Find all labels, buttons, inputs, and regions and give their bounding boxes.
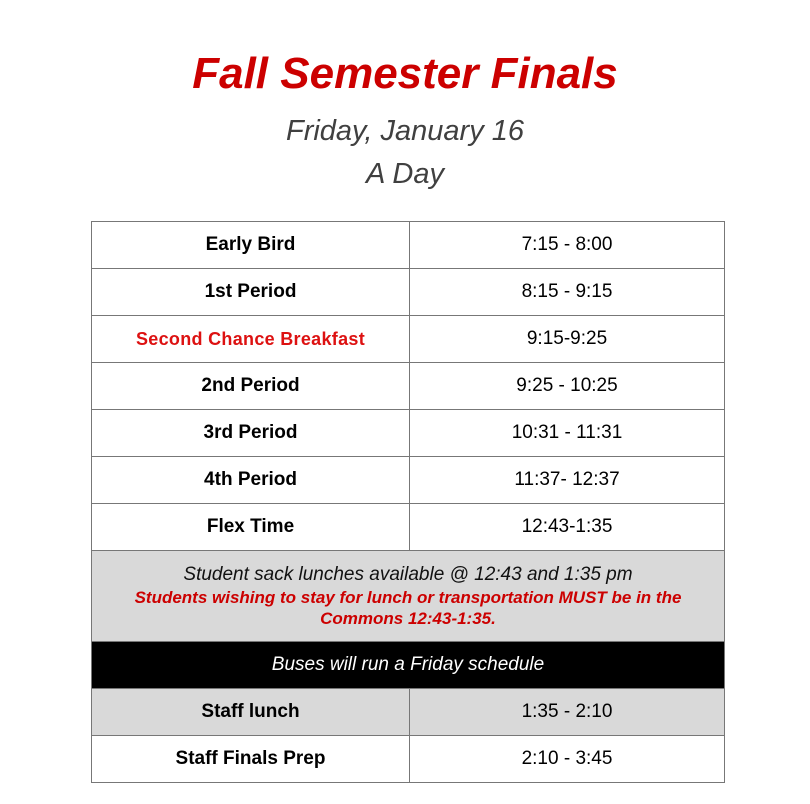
period-name: 4th Period [92, 457, 410, 504]
period-time: 9:15-9:25 [410, 316, 725, 363]
period-time: 12:43-1:35 [410, 504, 725, 551]
schedule-day-type: A Day [366, 158, 444, 190]
period-time: 9:25 - 10:25 [410, 363, 725, 410]
table-row [92, 504, 725, 551]
table-row [92, 269, 725, 316]
period-name: 1st Period [92, 269, 410, 316]
schedule-date: Friday, January 16 [285, 115, 525, 147]
table-row [92, 736, 725, 783]
table-row [92, 316, 725, 363]
period-name: Early Bird [92, 222, 410, 269]
bus-schedule-row [92, 642, 725, 689]
period-name: 3rd Period [92, 410, 410, 457]
period-name: Flex Time [92, 504, 410, 551]
schedule-table [91, 221, 725, 783]
bus-schedule-note: Buses will run a Friday schedule [92, 642, 725, 689]
page-title: Fall Semester Finals [192, 49, 618, 98]
table-row [92, 363, 725, 410]
table-row [92, 410, 725, 457]
period-time: 10:31 - 11:31 [410, 410, 725, 457]
period-name: 2nd Period [92, 363, 410, 410]
period-time: 8:15 - 9:15 [410, 269, 725, 316]
lunch-note-cell [92, 551, 725, 642]
staff-item-name: Staff Finals Prep [92, 736, 410, 783]
period-name-highlighted: Second Chance Breakfast [92, 316, 410, 363]
staff-item-time: 2:10 - 3:45 [410, 736, 725, 783]
lunch-note: Student sack lunches available @ 12:43 and 1:35 pm [183, 564, 633, 585]
staff-item-time: 1:35 - 2:10 [410, 689, 725, 736]
lunch-note-row [92, 551, 725, 642]
lunch-warning: Students wishing to stay for lunch or transportation MUST be in the Commons 12:43-1:35. [134, 588, 682, 628]
period-time: 11:37- 12:37 [410, 457, 725, 504]
table-row [92, 689, 725, 736]
period-time: 7:15 - 8:00 [410, 222, 725, 269]
table-row [92, 222, 725, 269]
table-row [92, 457, 725, 504]
staff-item-name: Staff lunch [92, 689, 410, 736]
